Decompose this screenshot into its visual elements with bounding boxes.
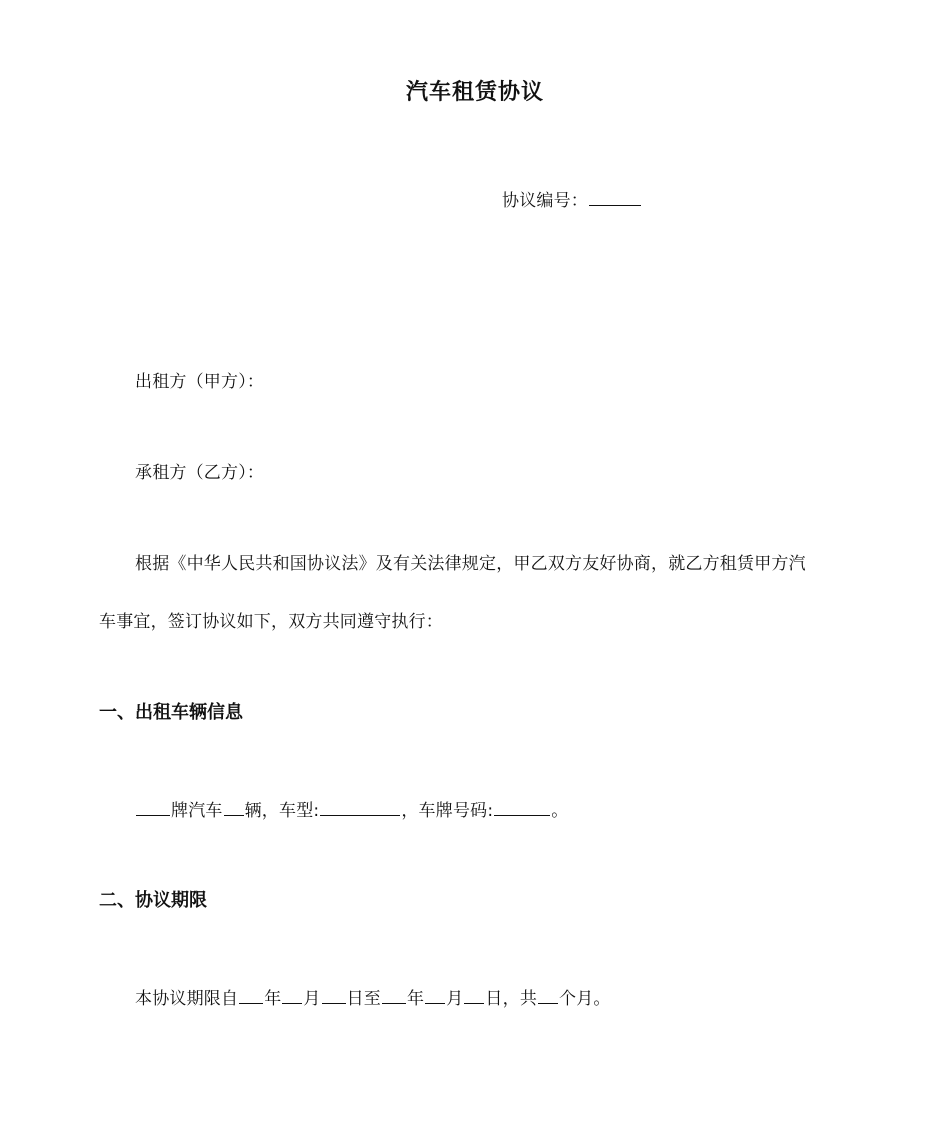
brand-suffix: 牌汽车 bbox=[171, 801, 223, 821]
start-year-blank bbox=[239, 986, 263, 1004]
vehicle-line-end: 。 bbox=[551, 801, 569, 821]
agreement-number-blank bbox=[589, 188, 641, 206]
lessee-label: 承租方（乙方）： bbox=[135, 463, 265, 483]
end-year-label: 年 bbox=[407, 989, 425, 1009]
months-count-blank bbox=[538, 986, 558, 1004]
end-day-blank bbox=[464, 986, 484, 1004]
end-day-label: 日，共 bbox=[485, 989, 538, 1009]
document-title: 汽车租赁协议 bbox=[405, 80, 544, 105]
start-month-label: 月 bbox=[303, 989, 321, 1009]
agreement-number-label: 协议编号： bbox=[502, 191, 588, 211]
plate-blank bbox=[494, 798, 550, 816]
section-1-heading: 一、出租车辆信息 bbox=[99, 702, 243, 723]
quantity-blank bbox=[224, 798, 244, 816]
vehicle-info-line bbox=[135, 798, 568, 823]
start-year-label: 年 bbox=[264, 989, 282, 1009]
model-blank bbox=[320, 798, 400, 816]
intro-paragraph-line-2: 车事宜，签订协议如下，双方共同遵守执行： bbox=[99, 612, 443, 632]
model-label: 辆，车型: bbox=[244, 801, 320, 821]
months-end-label: 个月。 bbox=[559, 989, 611, 1009]
end-month-blank bbox=[425, 986, 445, 1004]
start-month-blank bbox=[282, 986, 302, 1004]
term-start-label: 本协议期限自 bbox=[135, 989, 239, 1009]
start-day-to-label: 日至 bbox=[346, 989, 382, 1009]
intro-paragraph-line-1: 根据《中华人民共和国协议法》及有关法律规定，甲乙双方友好协商，就乙方租赁甲方汽 bbox=[135, 554, 806, 574]
section-2-heading: 二、协议期限 bbox=[99, 890, 207, 911]
agreement-number-line bbox=[502, 188, 642, 213]
end-year-blank bbox=[382, 986, 406, 1004]
term-line bbox=[135, 986, 611, 1011]
plate-label: ，车牌号码: bbox=[401, 801, 494, 821]
start-day-blank bbox=[322, 986, 346, 1004]
end-month-label: 月 bbox=[446, 989, 464, 1009]
brand-blank bbox=[136, 798, 170, 816]
lessor-label: 出租方（甲方）： bbox=[135, 372, 265, 392]
